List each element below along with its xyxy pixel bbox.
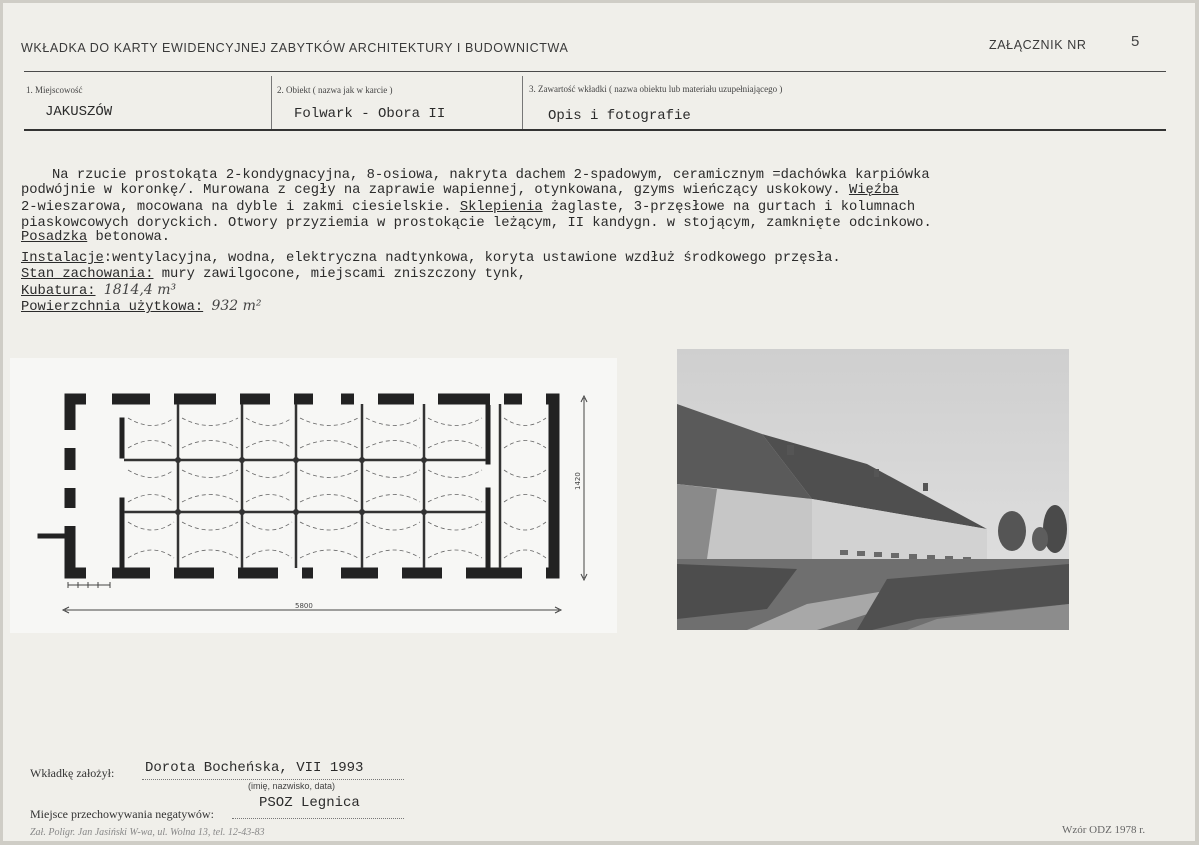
attachment-number: 5 — [1131, 33, 1140, 50]
field-value-obiekt: Folwark - Obora II — [294, 106, 446, 122]
powierzchnia-label: Powierzchnia użytkowa: — [21, 300, 204, 315]
attachment-label: ZAŁĄCZNIK NR — [989, 38, 1087, 52]
printer-imprint: Zał. Poligr. Jan Jasiński W-wa, ul. Wolna 13, tel. 12-43-83 — [30, 827, 265, 838]
plan-dim-width: 5800 — [295, 602, 313, 610]
field-label-miejscowosc: 1. Miejscowość — [26, 85, 83, 95]
stan-row: Stan zachowania: mury zawilgocone, miejscami zniszczony tynk, — [21, 267, 527, 282]
description-line-2: podwójnie w koronkę/. Murowana z cegły na zaprawie wapiennej, otynkowana, gzyms wieńczący uskokowy. Więźba — [21, 183, 899, 198]
powierzchnia-value: 932 m² — [211, 298, 262, 314]
miejsce-dotted-line — [232, 818, 404, 819]
plan-wall-east — [549, 394, 559, 578]
sklepienia-label: Sklepienia — [459, 200, 543, 215]
zalozyl-dotted-line — [142, 779, 404, 780]
field-value-zawartosc: Opis i fotografie — [548, 108, 691, 124]
miejsce-label: Miejsce przechowywania negatywów: — [30, 807, 214, 821]
zalozyl-hint: (imię, nazwisko, data) — [248, 781, 336, 791]
floor-plan-drawing — [10, 358, 617, 633]
field-divider — [522, 76, 523, 130]
field-label-obiekt: 2. Obiekt ( nazwa jak w karcie ) — [277, 85, 393, 95]
form-model: Wzór ODZ 1978 r. — [1062, 824, 1146, 836]
header-rule — [24, 71, 1166, 72]
posadzka-row: Posadzka betonowa. — [21, 230, 171, 245]
field-divider — [271, 76, 272, 130]
kubatura-row — [21, 283, 176, 300]
zalozyl-value: Dorota Bocheńska, VII 1993 — [145, 760, 364, 776]
plan-dim-height: 1420 — [574, 472, 582, 490]
building-photograph — [677, 349, 1069, 630]
plan-partition — [486, 404, 490, 464]
plan-partition — [120, 418, 124, 458]
instalacje-label: Instalacje — [21, 251, 104, 266]
description-line-4: piaskowcowych doryckich. Otwory przyziemia w prostokącie leżącym, II kandygn. w stojącym, zamknięte odcinkowo. — [21, 216, 932, 231]
document-title: WKŁADKA DO KARTY EWIDENCYJNEJ ZABYTKÓW ARCHITEKTURY I BUDOWNICTWA — [21, 41, 569, 55]
miejsce-value: PSOZ Legnica — [259, 795, 360, 811]
plan-wall-north — [65, 394, 559, 404]
kubatura-label: Kubatura: — [21, 284, 96, 299]
field-value-miejscowosc: JAKUSZÓW — [45, 104, 113, 120]
zalozyl-label: Wkładkę założył: — [30, 766, 115, 780]
description-line-1: Na rzucie prostokąta 2-kondygnacyjna, 8-osiowa, nakryta dachem 2-spadowym, ceramicznym =dachówka karpiówka — [52, 168, 930, 183]
fields-bottom-rule — [24, 129, 1166, 131]
powierzchnia-row — [21, 299, 262, 316]
plan-partition — [120, 498, 124, 568]
wiezba-label: Więźba — [848, 183, 899, 198]
plan-partition — [486, 488, 490, 568]
description-line-3: 2-wieszarowa, mocowana na dyble i zakmi ciesielskie. Sklepienia żaglaste, 3-przęsłowe na gurtach i kolumnach — [21, 200, 916, 215]
instalacje-row: Instalacje:wentylacyjna, wodna, elektryczna nadtynkowa, koryta ustawione wzdłuż środkowego przęsła. — [21, 251, 841, 266]
plan-stub — [38, 534, 65, 538]
plan-wall-south — [65, 568, 559, 578]
posadzka-label: Posadzka — [21, 230, 88, 245]
stan-label: Stan zachowania: — [21, 267, 154, 282]
field-label-zawartosc: 3. Zawartość wkładki ( nazwa obiektu lub materiału uzupełniającego ) — [529, 84, 783, 94]
kubatura-value: 1814,4 m³ — [103, 282, 177, 298]
